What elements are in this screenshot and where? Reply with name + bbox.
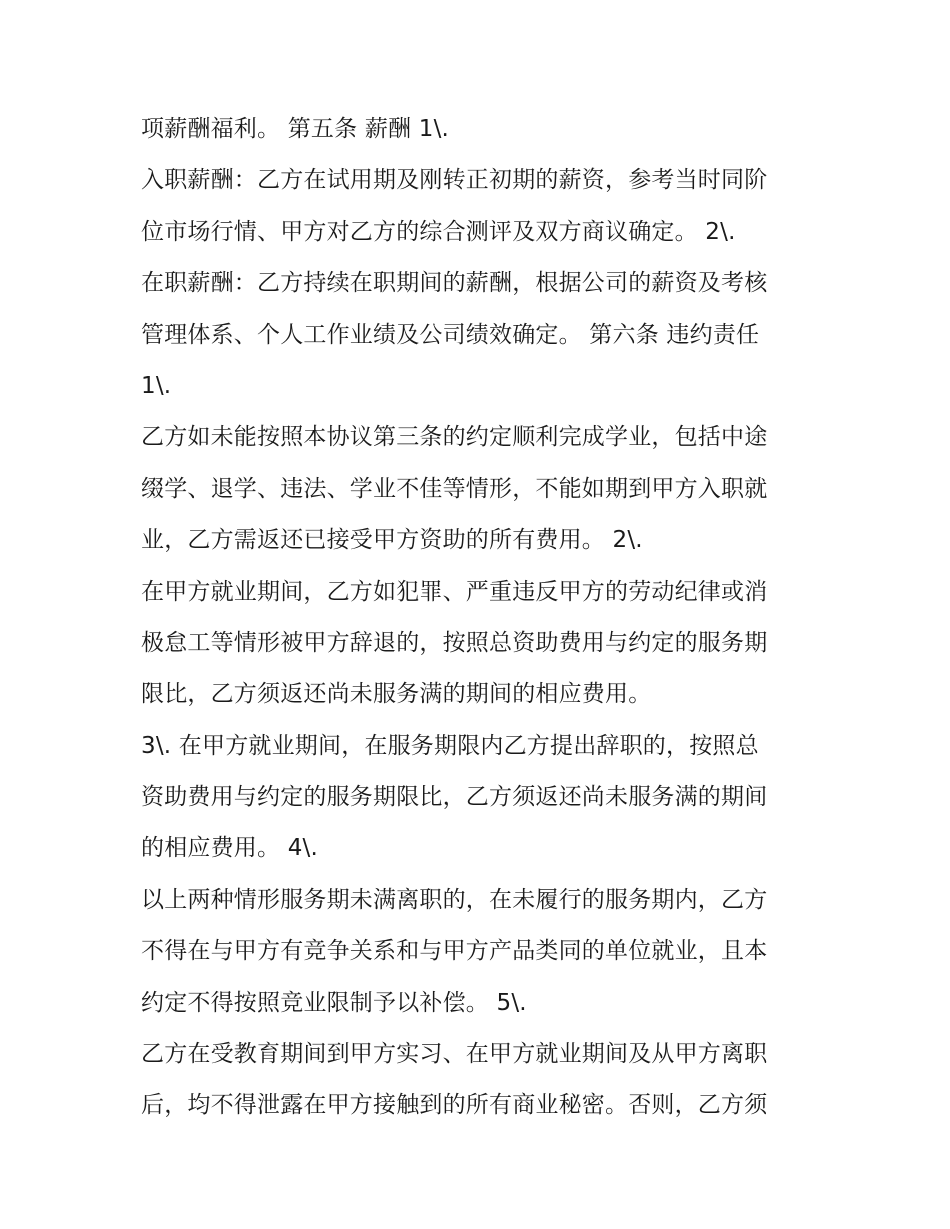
text-line: 在甲方就业期间，乙方如犯罪、严重违反甲方的劳动纪律或消 bbox=[141, 578, 768, 605]
text-line: 的相应费用。 4\. bbox=[141, 835, 319, 862]
text-line: 后，均不得泄露在甲方接触到的所有商业秘密。否则，乙方须 bbox=[141, 1092, 768, 1119]
text-line: 以上两种情形服务期未满离职的，在未履行的服务期内，乙方 bbox=[141, 886, 768, 913]
text-line: 项薪酬福利。 第五条 薪酬 1\. bbox=[141, 116, 450, 142]
text-line: 3\. 在甲方就业期间，在服务期限内乙方提出辞职的，按照总 bbox=[141, 732, 759, 759]
text-line: 乙方如未能按照本协议第三条的约定顺利完成学业，包括中途 bbox=[141, 424, 768, 451]
text-line: 入职薪酬：乙方在试用期及刚转正初期的薪资，参考当时同阶 bbox=[141, 167, 768, 194]
text-line: 1\. bbox=[141, 372, 172, 399]
document-body bbox=[141, 104, 831, 1132]
text-line: 位市场行情、甲方对乙方的综合测评及双方商议确定。 2\. bbox=[141, 218, 736, 245]
text-line: 乙方在受教育期间到甲方实习、在甲方就业期间及从甲方离职 bbox=[141, 1041, 768, 1068]
text-line: 管理体系、个人工作业绩及公司绩效确定。 第六条 违约责任 bbox=[141, 321, 760, 348]
text-line: 业，乙方需返还已接受甲方资助的所有费用。 2\. bbox=[141, 527, 643, 554]
text-line: 不得在与甲方有竞争关系和与甲方产品类同的单位就业，且本 bbox=[141, 938, 768, 965]
text-line: 缀学、退学、违法、学业不佳等情形，不能如期到甲方入职就 bbox=[141, 475, 768, 502]
text-line: 在职薪酬：乙方持续在职期间的薪酬，根据公司的薪资及考核 bbox=[141, 270, 768, 297]
text-line: 限比，乙方须返还尚未服务满的期间的相应费用。 bbox=[141, 681, 652, 708]
text-line: 资助费用与约定的服务期限比，乙方须返还尚未服务满的期间 bbox=[141, 784, 768, 811]
text-line: 约定不得按照竞业限制予以补偿。 5\. bbox=[141, 989, 527, 1016]
text-line: 极怠工等情形被甲方辞退的，按照总资助费用与约定的服务期 bbox=[141, 629, 768, 656]
